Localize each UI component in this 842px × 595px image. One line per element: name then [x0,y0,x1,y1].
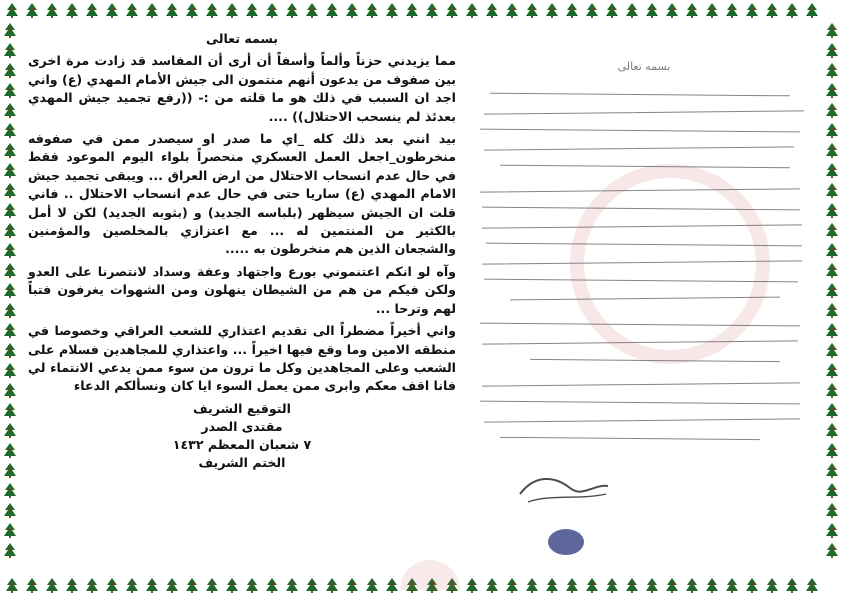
tree-ornament-icon [66,578,78,593]
tree-ornament-icon [286,578,298,593]
tree-ornament-icon [826,263,838,278]
tree-ornament-icon [826,323,838,338]
tree-ornament-icon [6,578,18,593]
tree-ornament-icon [4,523,16,538]
paragraph-2: بيد انني بعد ذلك كله _اي ما صدر او سيصدر ممن في صفوفه منخرطون_اجعل العمل العسكري منحصراً بلواء اليوم الموعود فقط في حال عدم انسحاب الاحتلال من ارض العراق ... ويبقى تجميد جيش الامام المهدي (ع) ساريا حتى في حال عدم انسحاب الاحتلال .. فاني قلت ان الجيش سيظهر (بلباسه الجديد) و (بثوبه الجديد) لكن لا أمل بالكثير من المنتمين له ... مع اعتزازي بالمخلصين والمؤمنين والشجعان الذين هم منخرطون به ..... [28,131,456,257]
tree-ornament-icon [826,543,838,558]
tree-ornament-icon [546,3,558,18]
tree-ornament-icon [4,263,16,278]
tree-ornament-icon [646,578,658,593]
tree-ornament-icon [4,103,16,118]
tree-ornament-icon [826,223,838,238]
paragraph-4: واني أخيراً مضطراً الى تقديم اعتذاري للشعب العراقي وخصوصا في منطقه الامين وما وقع فيها اخيراً ... واعتذاري للمجاهدين فسلام على الشعب وعلى المجاهدين وكل ما ترون من سوء ممن يدعي الانتماء لي فانا اقف معكم وابرى ممن يعمل السوء ايا كان ونسألكم الدعاء [28,323,456,394]
tree-ornament-icon [186,578,198,593]
tree-ornament-icon [786,3,798,18]
tree-ornament-icon [626,3,638,18]
tree-ornament-icon [4,83,16,98]
tree-ornament-icon [826,23,838,38]
tree-ornament-icon [26,578,38,593]
tree-ornament-icon [526,578,538,593]
tree-ornament-icon [806,3,818,18]
tree-ornament-icon [826,523,838,538]
tree-ornament-icon [4,423,16,438]
tree-ornament-icon [4,43,16,58]
tree-ornament-icon [4,223,16,238]
tree-ornament-icon [4,203,16,218]
tree-ornament-icon [786,578,798,593]
tree-ornament-icon [4,283,16,298]
tree-ornament-icon [826,63,838,78]
tree-ornament-icon [4,123,16,138]
tree-ornament-icon [146,3,158,18]
tree-ornament-icon [486,578,498,593]
tree-ornament-icon [706,578,718,593]
handwriting-stroke [484,110,804,115]
tree-ornament-icon [4,463,16,478]
tree-ornament-icon [826,343,838,358]
tree-ornament-icon [746,578,758,593]
signature-date: ٧ شعبان المعظم ١٤٣٢ [172,436,312,452]
tree-ornament-icon [526,3,538,18]
tree-ornament-icon [46,3,58,18]
handwriting-stroke [490,93,790,97]
tree-ornament-icon [766,3,778,18]
tree-ornament-icon [346,578,358,593]
tree-ornament-icon [826,503,838,518]
tree-ornament-icon [826,143,838,158]
tree-ornament-icon [646,3,658,18]
tree-ornament-icon [826,83,838,98]
tree-ornament-icon [4,543,16,558]
paragraph-3: وآه لو انكم اعتنموني بورع واجتهاد وعفة وسداد لانتصرنا على العدو ولكن فيكم من هم من الشيطان ينهلون ومن الشهوات يغرفون فتباً لهم وترحا ... [28,263,456,316]
tree-ornament-icon [306,578,318,593]
tree-ornament-icon [4,503,16,518]
tree-ornament-icon [486,3,498,18]
tree-ornament-icon [266,3,278,18]
handwritten-signature [510,464,620,524]
tree-ornament-icon [586,578,598,593]
handwriting-stroke [484,418,800,423]
tree-ornament-icon [766,578,778,593]
tree-ornament-icon [566,3,578,18]
tree-ornament-icon [4,143,16,158]
tree-ornament-icon [4,323,16,338]
tree-ornament-icon [286,3,298,18]
tree-ornament-icon [566,578,578,593]
tree-ornament-icon [206,578,218,593]
tree-ornament-icon [726,3,738,18]
handwriting-stroke [482,382,800,387]
tree-ornament-icon [4,363,16,378]
tree-ornament-icon [4,163,16,178]
tree-ornament-icon [126,3,138,18]
tree-ornament-icon [826,243,838,258]
tree-ornament-icon [4,23,16,38]
handwriting-stroke [480,129,800,133]
tree-ornament-icon [4,63,16,78]
tree-ornament-icon [166,3,178,18]
tree-ornament-icon [366,578,378,593]
tree-ornament-icon [4,183,16,198]
tree-ornament-icon [826,123,838,138]
tree-ornament-icon [226,578,238,593]
tree-ornament-icon [306,3,318,18]
tree-ornament-icon [826,183,838,198]
tree-ornament-icon [4,483,16,498]
tree-ornament-icon [826,423,838,438]
transcription-panel [24,26,464,574]
tree-ornament-icon [4,443,16,458]
tree-ornament-icon [4,243,16,258]
tree-ornament-icon [826,383,838,398]
tree-ornament-icon [226,3,238,18]
tree-ornament-icon [826,203,838,218]
tree-ornament-icon [546,578,558,593]
tree-ornament-icon [146,578,158,593]
tree-ornament-icon [426,3,438,18]
tree-ornament-icon [386,578,398,593]
stamp-seal-icon [548,529,584,555]
tree-ornament-icon [126,578,138,593]
tree-ornament-icon [806,578,818,593]
tree-ornament-icon [826,283,838,298]
tree-ornament-icon [6,3,18,18]
tree-ornament-icon [206,3,218,18]
tree-ornament-icon [4,383,16,398]
tree-ornament-icon [826,303,838,318]
border-left [4,23,16,558]
tree-ornament-icon [326,578,338,593]
tree-ornament-icon [4,303,16,318]
tree-ornament-icon [666,578,678,593]
tree-ornament-icon [4,403,16,418]
border-right [826,23,838,558]
tree-ornament-icon [106,578,118,593]
tree-ornament-icon [66,3,78,18]
tree-ornament-icon [826,483,838,498]
tree-ornament-icon [326,3,338,18]
tree-ornament-icon [826,103,838,118]
tree-ornament-icon [466,3,478,18]
handwriting-stroke [484,146,794,151]
tree-ornament-icon [706,3,718,18]
tree-ornament-icon [26,3,38,18]
tree-ornament-icon [366,3,378,18]
tree-ornament-icon [826,43,838,58]
handwriting-stroke [500,437,760,441]
handwriting-stroke [480,401,800,405]
tree-ornament-icon [606,3,618,18]
scan-header: بسمه تعالى [617,60,671,73]
tree-ornament-icon [506,3,518,18]
tree-ornament-icon [86,578,98,593]
tree-ornament-icon [666,3,678,18]
signature-name: مقتدى الصدر [201,418,283,434]
tree-ornament-icon [726,578,738,593]
tree-ornament-icon [686,578,698,593]
tree-ornament-icon [4,343,16,358]
tree-ornament-icon [246,578,258,593]
tree-ornament-icon [826,163,838,178]
seal-label: الختم الشريف [198,454,286,470]
tree-ornament-icon [826,443,838,458]
tree-ornament-icon [446,3,458,18]
tree-ornament-icon [46,578,58,593]
tree-ornament-icon [246,3,258,18]
signature-block [28,400,456,472]
tree-ornament-icon [506,578,518,593]
transcription-text [24,30,464,472]
tree-ornament-icon [106,3,118,18]
tree-ornament-icon [346,3,358,18]
tree-ornament-icon [826,403,838,418]
signature-label: التوقيع الشريف [193,400,291,416]
handwritten-scan [470,24,818,576]
tree-ornament-icon [686,3,698,18]
tree-ornament-icon [386,3,398,18]
border-top [6,3,818,18]
tree-ornament-icon [406,3,418,18]
basmala-heading: بسمه تعالى [205,31,279,46]
tree-ornament-icon [746,3,758,18]
tree-ornament-icon [466,578,478,593]
tree-ornament-icon [266,578,278,593]
tree-ornament-icon [186,3,198,18]
tree-ornament-icon [86,3,98,18]
tree-ornament-icon [586,3,598,18]
paragraph-1: مما يزيدني حزناً وألماً وأسفاً أن أرى أن المفاسد قد زادت مرة اخرى بين صفوف من يدعون أنهم منتمون الى جيش الأمام المهدي (ع) واني اجد ان السبب في ذلك هو ما قلته من :- ((رفع تجميد جيش المهدي بعدئذ لم ينسحب الاحتلال)) .... [28,53,456,124]
tree-ornament-icon [826,463,838,478]
watermark-emblem [570,164,770,364]
tree-ornament-icon [606,578,618,593]
tree-ornament-icon [626,578,638,593]
tree-ornament-icon [166,578,178,593]
tree-ornament-icon [826,363,838,378]
